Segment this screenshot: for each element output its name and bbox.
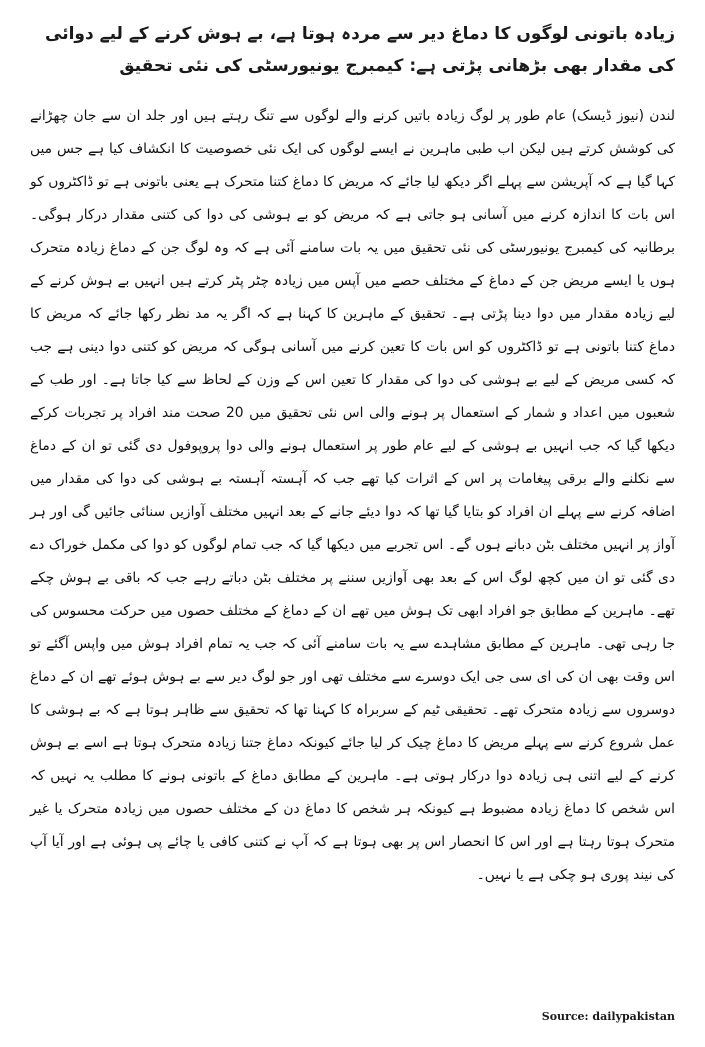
article-headline: زیادہ باتونی لوگوں کا دماغ دیر سے مردہ ہوتا ہے، بے ہوش کرنے کے لیے دوائی کی مقدار بھی بڑھانی پڑتی ہے: کیمبرج یونیورسٹی کی نئی تحقیق <box>45 24 675 76</box>
article-paragraph: لندن (نیوز ڈیسک) عام طور پر لوگ زیادہ باتیں کرنے والے لوگوں سے تنگ رہتے ہیں اور جلد ان سے جان چھڑانے کی کوشش کرتے ہیں لیکن اب طبی ماہرین نے ایسے لوگوں کی ایک نئی خصوصیت کا انکشاف کیا ہے جس میں کہا گیا ہے کہ آپریشن سے پہلے اگر دیکھ لیا جائے کہ مریض کا دماغ کتنا متحرک ہے یعنی باتونی ہے تو ڈاکٹروں کو اس بات کا اندازہ کرنے میں آسانی ہو جاتی ہے کہ مریض کو بے ہوشی کی دوا کی کتنی مقدار درکار ہوگی۔ برطانیہ کی کیمبرج یونیورسٹی کی نئی تحقیق میں یہ بات سامنے آئی ہے کہ وہ لوگ جن کے دماغ زیادہ متحرک ہوں یا ایسے مریض جن کے دماغ کے مختلف حصے میں آپس میں زیادہ چٹر پٹر کرتے ہیں انہیں بے ہوش کرنے کے لیے زیادہ مقدار میں دوا دینا پڑتی ہے۔ تحقیق کے ماہرین کا کہنا ہے کہ اگر یہ مد نظر رکھا جائے کہ مریض کا دماغ کتنا باتونی ہے تو ڈاکٹروں کو اس بات کا تعین کرنے میں آسانی ہوگی کہ مریض کو کتنی دوا دینی ہے جب کہ کسی مریض کے لیے بے ہوشی کی دوا کی مقدار کا تعین اس کے وزن کے لحاظ سے کیا جاتا ہے۔ اور طب کے شعبوں میں اعداد و شمار کے استعمال پر ہونے والی اس نئی تحقیق میں 20 صحت مند افراد پر تجربات کرکے دیکھا گیا کہ جب انہیں بے ہوشی کے لیے عام طور پر استعمال ہونے والی دوا پروپوفول دی گئی تو ان کے دماغ سے نکلنے والے برقی پیغامات پر اس کے اثرات کیا تھے جب کہ آہستہ آہستہ بے ہوشی کی دوا کی مقدار میں اضافہ کرنے سے پہلے ان افراد کو بتایا گیا تھا کہ دوا دیئے جانے کے بعد انہیں مختلف آوازیں سنائی جائیں گی اور ہر آواز پر انہیں مختلف بٹن دبانے ہوں گے۔ اس تجربے میں دیکھا گیا کہ جب تمام لوگوں کو دوا کی مکمل خوراک دے دی گئی تو ان میں کچھ لوگ اس کے بعد بھی آوازیں سننے پر مختلف بٹن دباتے رہے جب کہ باقی بے ہوش چکے تھے۔ ماہرین کے مطابق جو افراد ابھی تک ہوش میں تھے ان کے دماغ کے مختلف حصوں میں حرکت محسوس کی جا رہی تھی۔ ماہرین کے مطابق مشاہدے سے یہ بات سامنے آئی کہ جب یہ تمام افراد ہوش میں واپس آگئے تو اس وقت بھی ان کی ای سی جی ایک دوسرے سے مختلف تھی اور جو لوگ دیر سے بے ہوش ہوئے تھے ان کے دماغ دوسروں سے زیادہ متحرک تھے۔ تحقیقی ٹیم کے سربراہ کا کہنا تھا کہ تحقیق سے ظاہر ہوتا ہے کہ بے ہوشی کا عمل شروع کرنے سے پہلے مریض کا دماغ چیک کر لیا جائے کیونکہ دماغ جتنا زیادہ متحرک ہوتا ہے اسے بے ہوش کرنے کے لیے اتنی ہی زیادہ دوا درکار ہوتی ہے۔ ماہرین کے مطابق دماغ کے باتونی ہونے کا مطلب یہ نہیں کہ اس شخص کا دماغ زیادہ مضبوط ہے کیونکہ ہر شخص کا دماغ دن کے مختلف حصوں میں زیادہ متحرک یا غیر متحرک ہوتا رہتا ہے اور اس کا انحصار اس پر بھی ہوتا ہے کہ آپ نے کتنی کافی یا چائے پی ہوئی ہے اور آیا آپ کی نیند پوری ہو چکی ہے یا نہیں۔ <box>30 108 675 883</box>
source-credit: Source: dailypakistan <box>541 1010 675 1023</box>
article-body <box>30 100 675 892</box>
